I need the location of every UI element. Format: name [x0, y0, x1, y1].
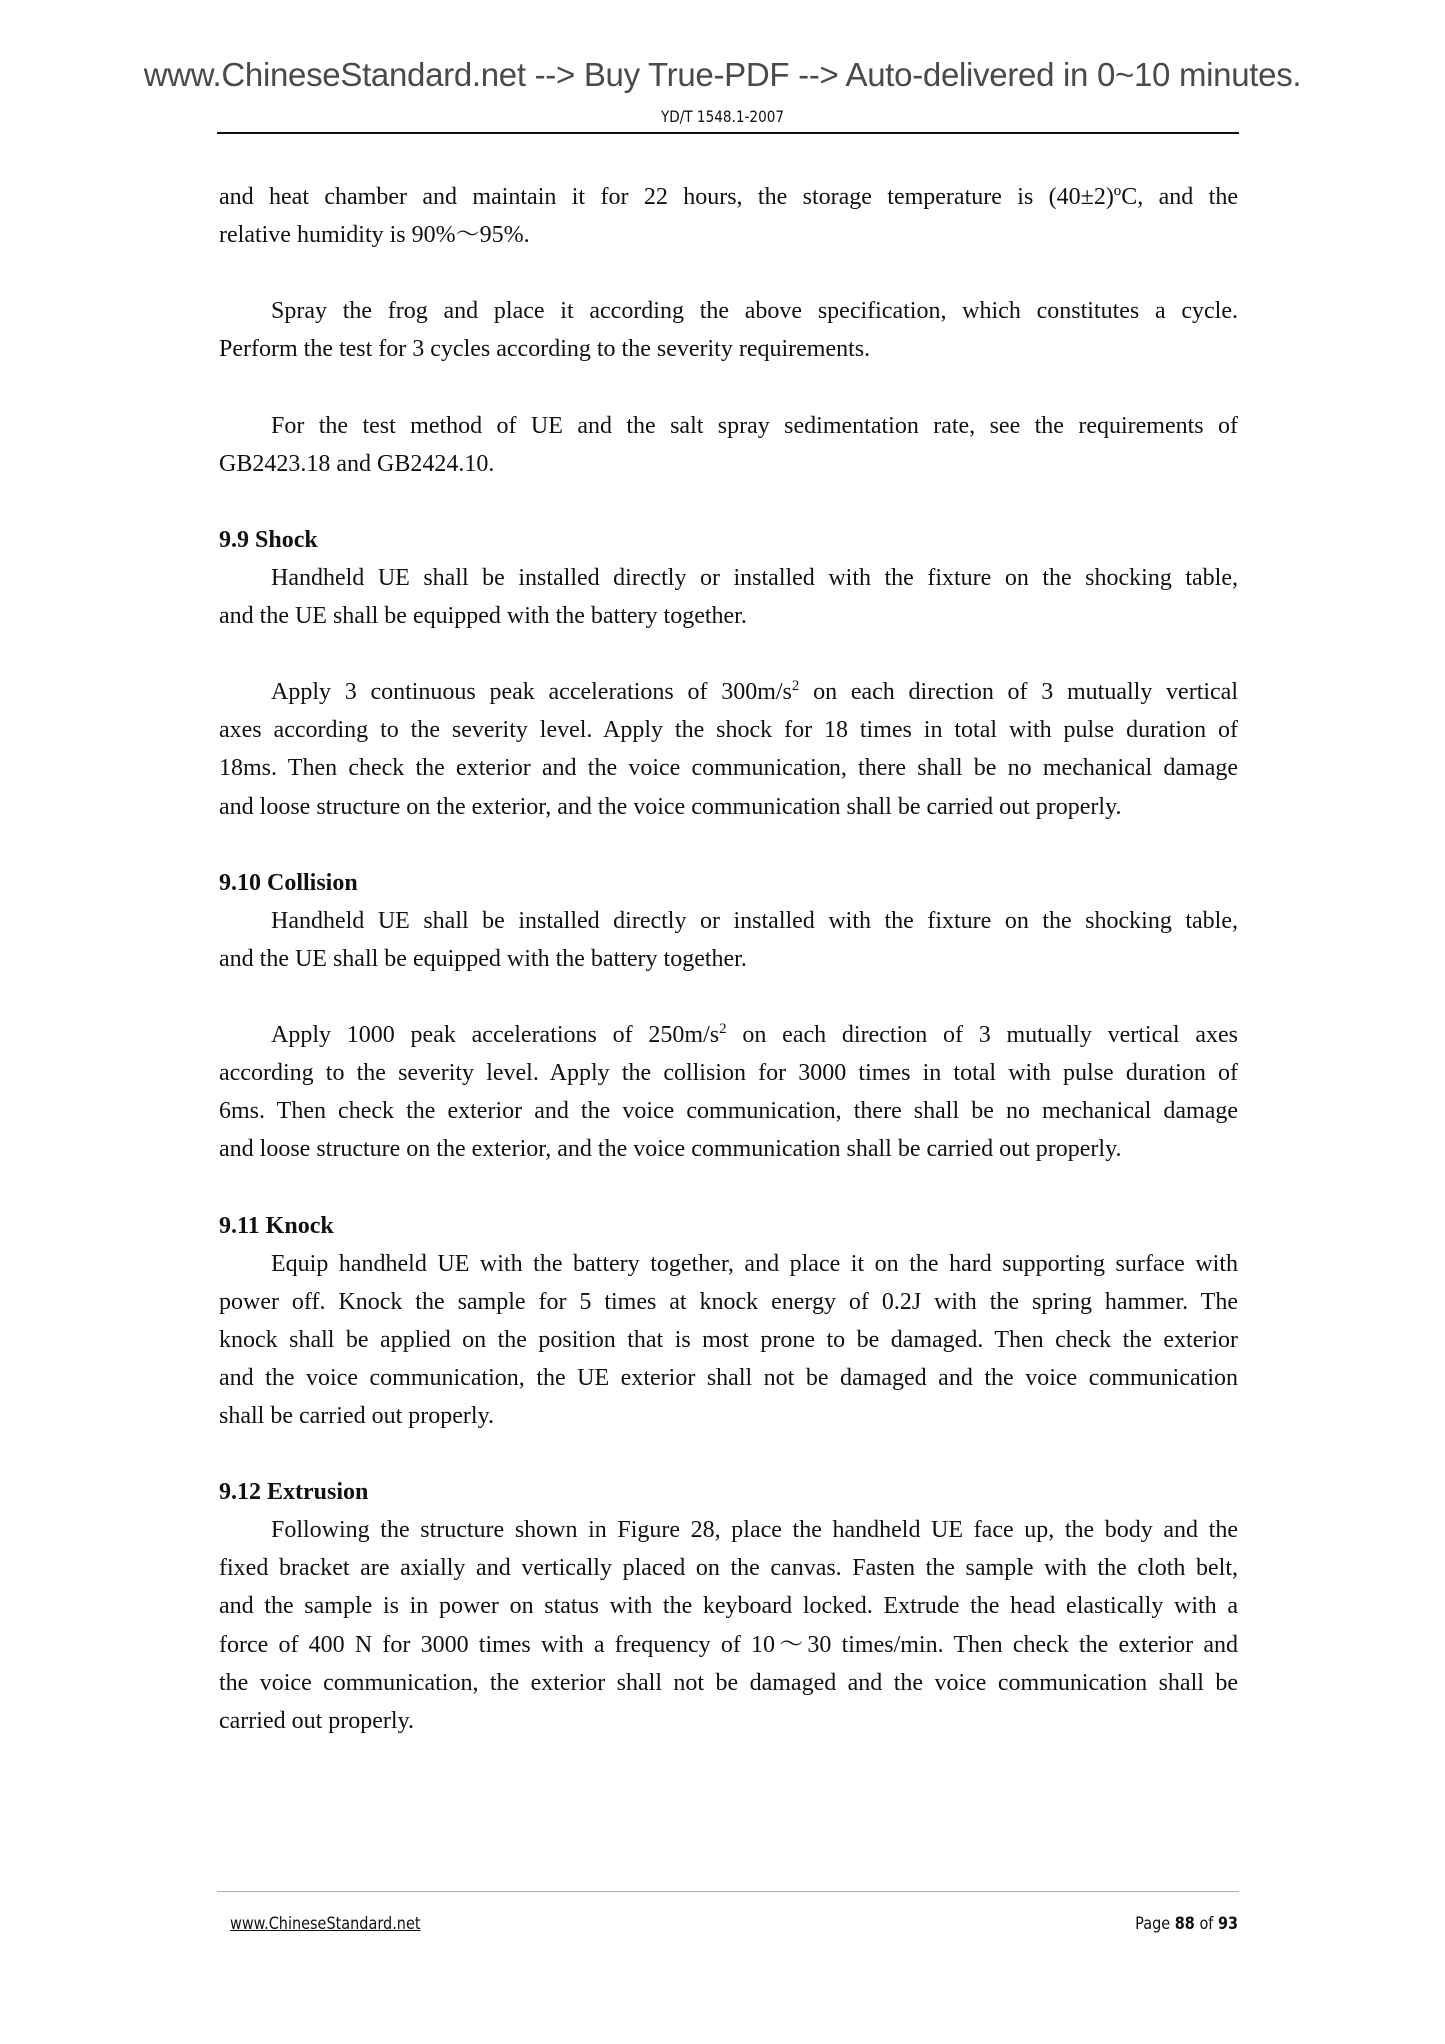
paragraph	[219, 1245, 1238, 1435]
paragraph-line	[219, 1587, 1238, 1625]
line-text: relative humidity is 90%～95%.	[219, 222, 530, 249]
paragraph	[219, 902, 1238, 978]
page-of: of	[1199, 1914, 1214, 1934]
line-text: and loose structure on the exterior, and the voice communication shall be carried out properly.	[219, 793, 1122, 820]
paragraph	[219, 407, 1238, 483]
section-heading: 9.12 Extrusion	[219, 1479, 369, 1506]
paragraph-line	[219, 1359, 1238, 1397]
line-text: axes according to the severity level. Apply the shock for 18 times in total with pulse duration of	[219, 717, 1238, 744]
paragraph-line	[219, 711, 1238, 749]
footer-website-link[interactable]: www.ChineseStandard.net	[230, 1914, 421, 1934]
line-text: carried out properly.	[219, 1707, 415, 1734]
footer-divider	[217, 1891, 1239, 1892]
paragraph-line	[219, 788, 1238, 826]
standard-number: YD/T 1548.1-2007	[660, 107, 785, 126]
paragraph-line	[219, 1130, 1238, 1168]
line-text: GB2423.18 and GB2424.10.	[219, 450, 495, 477]
line-text: and loose structure on the exterior, and the voice communication shall be carried out properly.	[219, 1136, 1122, 1163]
section-heading: 9.9 Shock	[219, 526, 318, 553]
section-heading: 9.10 Collision	[219, 869, 358, 896]
paragraph-line	[219, 330, 1238, 368]
line-text: and the UE shall be equipped with the battery together.	[219, 945, 747, 972]
paragraph-line	[219, 1092, 1238, 1130]
line-text: Following the structure shown in Figure 28, place the handheld UE face up, the body and the	[271, 1517, 1238, 1544]
paragraph-line	[219, 1321, 1238, 1359]
line-text: fixed bracket are axially and vertically placed on the canvas. Fasten the sample with the cloth belt,	[219, 1555, 1238, 1582]
paragraph-line	[219, 1511, 1238, 1549]
paragraph-line	[219, 1702, 1238, 1740]
line-text: shall be carried out properly.	[219, 1403, 495, 1429]
page-prefix: Page	[1135, 1914, 1171, 1934]
document-body	[219, 178, 1238, 1740]
superscript: 2	[719, 1021, 727, 1038]
line-text: the voice communication, the exterior shall not be damaged and the voice communication shall be	[219, 1669, 1238, 1696]
paragraph-line	[219, 1664, 1238, 1702]
paragraph-line	[219, 1016, 1238, 1054]
page-number	[1135, 1914, 1238, 1934]
page-current: 88	[1174, 1914, 1195, 1934]
paragraph-line	[219, 902, 1238, 940]
line-text-continued: on each direction of 3 mutually vertical axes	[726, 1022, 1238, 1049]
line-text: Perform the test for 3 cycles according to the severity requirements.	[219, 336, 871, 363]
line-text: 18ms. Then check the exterior and the voice communication, there shall be no mechanical damage	[219, 755, 1238, 782]
line-text: and the sample is in power on status with the keyboard locked. Extrude the head elastically with a	[219, 1593, 1238, 1620]
line-text-continued: on each direction of 3 mutually vertical	[799, 679, 1238, 706]
paragraph	[219, 673, 1238, 825]
line-text: Apply 3 continuous peak accelerations of 300m/s	[271, 679, 792, 706]
paragraph-line	[219, 216, 1238, 254]
line-text: and heat chamber and maintain it for 22 hours, the storage temperature is (40±2)ºC, and the	[219, 184, 1238, 210]
paragraph-line	[219, 292, 1238, 330]
paragraph-line	[219, 1054, 1238, 1092]
line-text: For the test method of UE and the salt spray sedimentation rate, see the requirements of	[271, 412, 1238, 439]
paragraph	[219, 1511, 1238, 1740]
line-text: and the UE shall be equipped with the battery together.	[219, 603, 747, 630]
paragraph-line	[219, 178, 1238, 216]
line-text: Handheld UE shall be installed directly or installed with the fixture on the shocking table,	[271, 907, 1238, 934]
paragraph-line	[219, 1283, 1238, 1321]
paragraph-line	[219, 1245, 1238, 1283]
paragraph-line	[219, 940, 1238, 978]
paragraph-line	[219, 445, 1238, 483]
paragraph	[219, 1016, 1238, 1168]
paragraph-line	[219, 1397, 1238, 1435]
paragraph-line	[219, 597, 1238, 635]
header-divider	[217, 132, 1239, 134]
line-text: force of 400 N for 3000 times with a frequency of 10～30 times/min. Then check the exterior and	[219, 1631, 1238, 1658]
line-text: and the voice communication, the UE exterior shall not be damaged and the voice communication	[219, 1364, 1238, 1391]
paragraph	[219, 178, 1238, 254]
line-text: Handheld UE shall be installed directly or installed with the fixture on the shocking table,	[271, 564, 1238, 591]
section-heading: 9.11 Knock	[219, 1212, 334, 1239]
page-total: 93	[1217, 1914, 1238, 1934]
paragraph	[219, 292, 1238, 368]
line-text: Apply 1000 peak accelerations of 250m/s	[271, 1022, 720, 1049]
paragraph-line	[219, 559, 1238, 597]
paragraph-line	[219, 749, 1238, 787]
line-text: Equip handheld UE with the battery together, and place it on the hard supporting surface with	[271, 1250, 1238, 1277]
paragraph	[219, 559, 1238, 635]
line-text: Spray the frog and place it according the above specification, which constitutes a cycle.	[271, 298, 1238, 325]
paragraph-line	[219, 673, 1238, 711]
paragraph-line	[219, 407, 1238, 445]
line-text: 6ms. Then check the exterior and the voice communication, there shall be no mechanical damage	[219, 1098, 1238, 1125]
line-text: according to the severity level. Apply the collision for 3000 times in total with pulse duration of	[219, 1060, 1238, 1087]
paragraph-line	[219, 1549, 1238, 1587]
line-text: knock shall be applied on the position that is most prone to be damaged. Then check the exterior	[219, 1326, 1238, 1353]
paragraph-line	[219, 1626, 1238, 1664]
line-text: power off. Knock the sample for 5 times at knock energy of 0.2J with the spring hammer. The	[219, 1288, 1238, 1315]
superscript: 2	[791, 678, 800, 695]
header-banner: www.ChineseStandard.net --> Buy True-PDF --> Auto-delivered in 0~10 minutes.	[143, 56, 1302, 93]
